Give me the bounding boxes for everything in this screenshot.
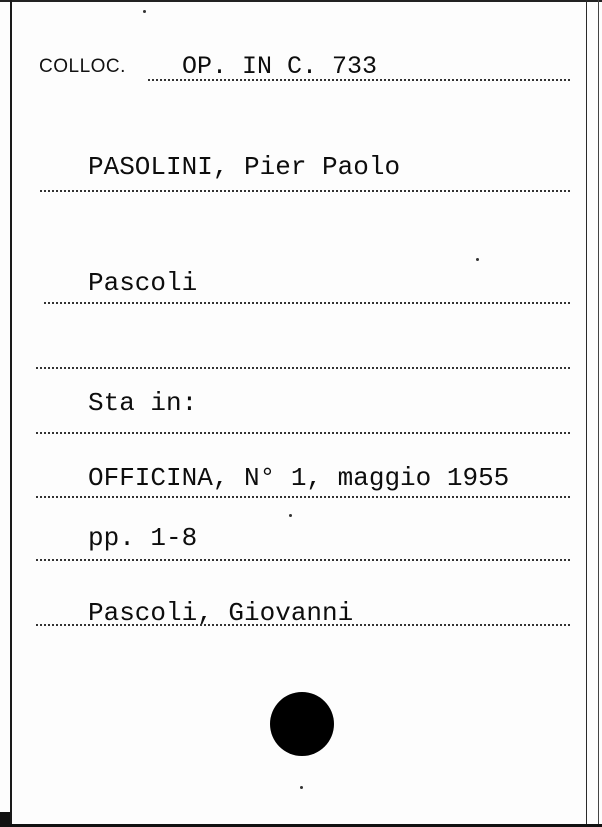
scan-speck <box>300 786 303 789</box>
scan-speck <box>143 10 146 13</box>
author-dotted-line <box>40 190 570 192</box>
blank-dotted-line <box>36 367 570 369</box>
punch-hole <box>270 692 334 756</box>
page-range: pp. 1-8 <box>88 523 198 553</box>
work-title: Pascoli <box>88 268 198 298</box>
subject-dotted-line <box>36 624 570 626</box>
source-label-dotted-line <box>36 432 570 434</box>
subject-heading: Pascoli, Giovanni <box>88 598 354 628</box>
source-dotted-line <box>36 496 570 498</box>
scan-speck <box>289 514 292 517</box>
card-top-edge <box>0 0 602 2</box>
title-dotted-line <box>44 302 570 304</box>
card-right-edge-outer <box>598 0 599 827</box>
scan-speck <box>476 258 479 261</box>
card-bottom-corner <box>0 812 10 827</box>
source-value: OFFICINA, N° 1, maggio 1955 <box>88 463 510 493</box>
pages-dotted-line <box>36 559 570 561</box>
source-label: Sta in: <box>88 388 198 418</box>
card-left-edge <box>10 0 12 827</box>
card-right-edge <box>586 0 587 827</box>
colloc-value: OP. IN C. 733 <box>182 52 378 81</box>
colloc-label: COLLOC. <box>39 56 126 77</box>
author-name: PASOLINI, Pier Paolo <box>88 152 401 182</box>
